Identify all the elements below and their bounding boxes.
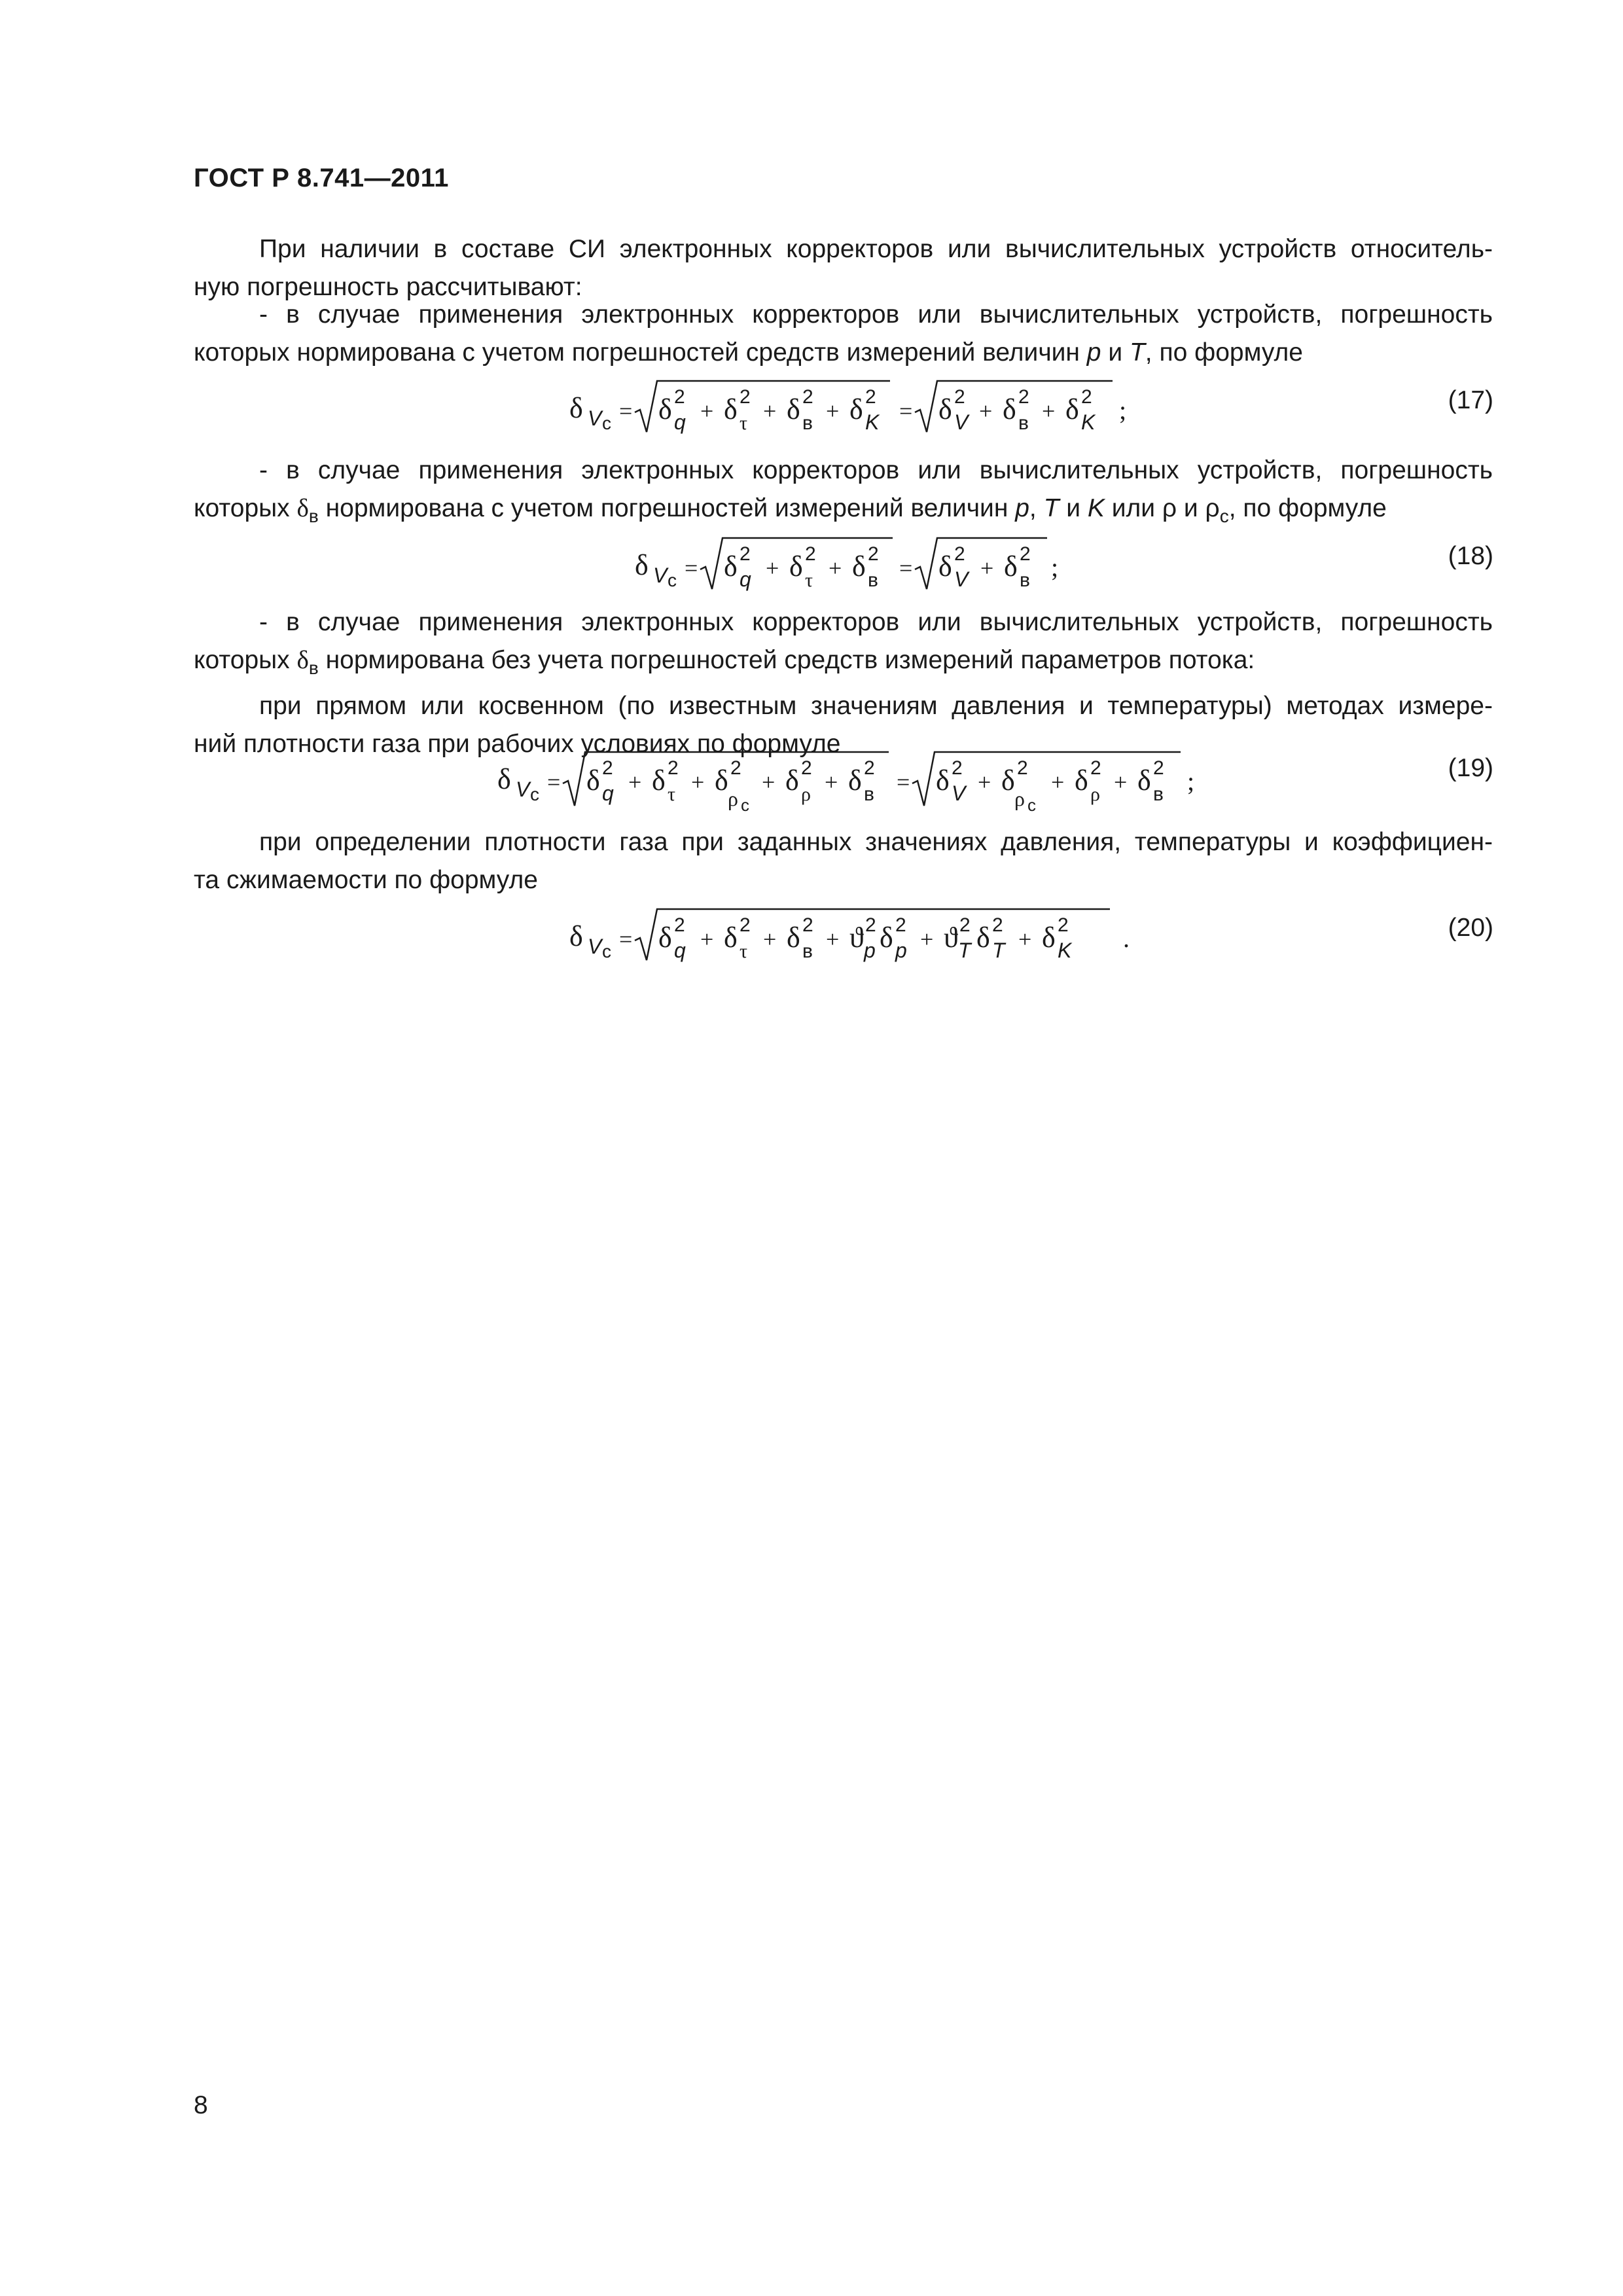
equation-terminator: ; [1119, 395, 1127, 425]
superscript: 2 [805, 543, 816, 565]
plus-sign: + [980, 555, 994, 581]
text-run: которых [194, 494, 297, 522]
subscript: τ [668, 783, 676, 805]
equation-number-19: (19) [1448, 754, 1493, 782]
text-run: , по формуле [1145, 338, 1303, 367]
superscript: 2 [674, 386, 685, 408]
text-line: - в случае применения электронных корректоров или вычислительных устройств, погрешность [259, 456, 1493, 484]
subscript: V [516, 778, 530, 801]
paragraph-case-2 [194, 452, 1493, 535]
superscript: 2 [895, 914, 906, 936]
plus-sign: + [691, 769, 705, 795]
delta-symbol: δ [1075, 764, 1088, 797]
subscript: τ [805, 569, 813, 591]
paragraph-case-3 [194, 603, 1493, 763]
delta-symbol: δ [658, 393, 672, 425]
plus-sign: + [979, 398, 993, 424]
delta-symbol: δ [569, 920, 583, 952]
superscript: 2 [802, 386, 813, 408]
subscript: в [864, 783, 874, 805]
paragraph-case-1 [194, 296, 1493, 372]
superscript: 2 [865, 914, 876, 936]
text-run: нормирована без учета погрешностей средств измерений параметров потока: [318, 646, 1255, 674]
subscript: в [1020, 569, 1030, 591]
superscript: 2 [1018, 386, 1029, 408]
document-id-header: ГОСТ Р 8.741—2011 [194, 164, 449, 192]
delta-symbol: δ [497, 763, 511, 795]
text-run: и [1101, 338, 1130, 367]
text-line: при определении плотности газа при заданных значениях давления, температуры и коэффициен- [259, 828, 1493, 856]
superscript: 2 [865, 386, 876, 408]
delta-symbol: δ [1065, 393, 1079, 425]
text-line: ную погрешность рассчитывают: [194, 273, 582, 301]
delta-symbol: δ [1004, 550, 1018, 583]
equation-terminator: . [1123, 924, 1130, 953]
plus-sign: + [700, 398, 714, 424]
subscript: c [602, 941, 611, 961]
subscript: ρ [1090, 783, 1100, 805]
subscript: в [802, 412, 813, 434]
superscript: 2 [674, 914, 685, 936]
plus-sign: + [762, 769, 776, 795]
equals-sign: = [619, 926, 633, 952]
delta-symbol: δ [1003, 393, 1016, 425]
plus-sign: + [763, 398, 777, 424]
plus-sign: + [825, 769, 838, 795]
subscript: ρ [801, 783, 811, 805]
text-line: ний плотности газа при рабочих условиях по формуле [194, 729, 841, 758]
superscript: 2 [1017, 757, 1028, 779]
delta-symbol: δ [724, 393, 738, 425]
text-run: и [1059, 494, 1088, 522]
formula-20 [569, 900, 1158, 972]
subscript: K [1058, 939, 1072, 962]
formula-17 [569, 372, 1158, 444]
subscript: в [308, 657, 319, 678]
paragraph-case-4 [194, 823, 1493, 899]
subscript: c [741, 795, 749, 815]
delta-symbol: δ [848, 764, 862, 797]
delta-symbol: δ [724, 550, 738, 583]
plus-sign: + [920, 926, 934, 952]
delta-symbol: δ [1137, 764, 1151, 797]
delta-symbol: δ [938, 550, 952, 583]
superscript: 2 [740, 914, 751, 936]
subscript: q [674, 939, 686, 962]
delta-symbol: δ [715, 764, 728, 797]
superscript: 2 [802, 914, 813, 936]
subscript: c [1219, 505, 1229, 526]
superscript: 2 [668, 757, 679, 779]
delta-symbol: δ [724, 922, 738, 954]
delta-symbol: δ [652, 764, 666, 797]
text-run: которых [194, 646, 297, 674]
var-p: p [1015, 494, 1029, 522]
superscript: 2 [864, 757, 875, 779]
subscript: τ [740, 941, 748, 962]
equals-sign: = [899, 398, 913, 424]
subscript: q [674, 410, 686, 434]
text-line [194, 334, 1493, 372]
subscript: V [588, 935, 602, 958]
subscript: V [588, 406, 602, 430]
superscript: 2 [992, 914, 1003, 936]
subscript: c [668, 570, 677, 590]
var-p: p [1086, 338, 1101, 367]
formula-18 [635, 529, 1093, 601]
text-run: или ρ и ρ [1104, 494, 1220, 522]
paragraph-intro [194, 230, 1493, 306]
superscript: 2 [1020, 543, 1031, 565]
delta-symbol: δ [296, 494, 309, 522]
plus-sign: + [826, 926, 840, 952]
subscript: p [864, 939, 876, 962]
text-line: при прямом или косвенном (по известным значениям давления и температуры) методах измере- [259, 691, 1493, 720]
text-run: , по формуле [1228, 494, 1387, 522]
text-run: , [1029, 494, 1044, 522]
subscript: c [602, 413, 611, 433]
superscript: 2 [1058, 914, 1069, 936]
subscript: p [895, 939, 907, 962]
subscript: в [308, 505, 319, 526]
superscript: 2 [740, 543, 751, 565]
subscript: в [802, 941, 813, 962]
plus-sign: + [826, 398, 840, 424]
delta-symbol: δ [785, 764, 799, 797]
plus-sign: + [700, 926, 714, 952]
superscript: 2 [954, 386, 965, 408]
text-line: - в случае применения электронных корректоров или вычислительных устройств, погрешность [259, 300, 1493, 329]
subscript: в [1153, 783, 1164, 805]
subscript: T [992, 939, 1005, 962]
text-line: При наличии в составе СИ электронных корректоров или вычислительных устройств относитель- [259, 235, 1493, 263]
equation-number-17: (17) [1448, 386, 1493, 414]
formula-19 [497, 743, 1250, 815]
plus-sign: + [829, 555, 842, 581]
equals-sign: = [619, 398, 633, 424]
plus-sign: + [763, 926, 777, 952]
delta-symbol: δ [936, 764, 950, 797]
superscript: 2 [602, 757, 613, 779]
var-T: T [1043, 494, 1060, 522]
theta-symbol: ϑ [849, 922, 864, 954]
superscript: 2 [801, 757, 812, 779]
plus-sign: + [978, 769, 991, 795]
var-K: K [1087, 494, 1105, 522]
plus-sign: + [1051, 769, 1065, 795]
page-number: 8 [194, 2091, 208, 2119]
delta-symbol: δ [635, 549, 649, 581]
subscript: K [1081, 410, 1096, 434]
subscript: c [1027, 795, 1036, 815]
subscript: в [868, 569, 878, 591]
plus-sign: + [1114, 769, 1128, 795]
text-run: которых нормирована с учетом погрешностей средств измерений величин [194, 338, 1087, 367]
subscript: V [653, 564, 668, 587]
superscript: 2 [868, 543, 879, 565]
plus-sign: + [1042, 398, 1056, 424]
delta-symbol: δ [1001, 764, 1015, 797]
subscript: V [952, 781, 966, 805]
superscript: 2 [954, 543, 965, 565]
text-line: та сжимаемости по формуле [194, 866, 538, 894]
subscript: V [954, 567, 969, 591]
delta-symbol: δ [976, 922, 990, 954]
delta-symbol: δ [849, 393, 863, 425]
equals-sign: = [547, 769, 561, 795]
text-run: нормирована с учетом погрешностей измерений величин [318, 494, 1016, 522]
equation-number-18: (18) [1448, 542, 1493, 570]
equation-terminator: ; [1187, 766, 1195, 796]
delta-symbol: δ [658, 922, 672, 954]
delta-symbol: δ [569, 392, 583, 424]
delta-symbol: δ [789, 550, 803, 583]
equals-sign: = [685, 555, 698, 581]
equation-number-20: (20) [1448, 914, 1493, 942]
delta-symbol: δ [787, 922, 800, 954]
subscript: V [954, 410, 969, 434]
equals-sign: = [897, 769, 910, 795]
superscript: 2 [1081, 386, 1092, 408]
delta-symbol: δ [787, 393, 800, 425]
superscript: 2 [740, 386, 751, 408]
superscript: 2 [1153, 757, 1164, 779]
subscript: q [740, 567, 751, 591]
delta-symbol: δ [880, 922, 893, 954]
subscript: c [530, 784, 539, 804]
superscript: 2 [952, 757, 963, 779]
subscript: ρ [728, 787, 738, 810]
equals-sign: = [899, 555, 913, 581]
subscript: q [602, 781, 614, 805]
superscript: 2 [959, 914, 971, 936]
plus-sign: + [1018, 926, 1032, 952]
plus-sign: + [628, 769, 642, 795]
theta-symbol: ϑ [944, 922, 958, 954]
text-line [194, 641, 1493, 687]
subscript: K [865, 410, 880, 434]
plus-sign: + [766, 555, 779, 581]
equation-terminator: ; [1051, 552, 1059, 582]
delta-symbol: δ [1042, 922, 1056, 954]
subscript: ρ [1014, 787, 1025, 810]
delta-symbol: δ [938, 393, 952, 425]
superscript: 2 [730, 757, 741, 779]
subscript: τ [740, 412, 748, 434]
superscript: 2 [1090, 757, 1101, 779]
delta-symbol: δ [852, 550, 866, 583]
subscript: T [958, 939, 971, 962]
delta-symbol: δ [586, 764, 600, 797]
subscript: в [1018, 412, 1029, 434]
delta-symbol: δ [296, 646, 309, 674]
text-line: - в случае применения электронных корректоров или вычислительных устройств, погрешность [259, 608, 1493, 636]
var-T: T [1129, 338, 1145, 367]
